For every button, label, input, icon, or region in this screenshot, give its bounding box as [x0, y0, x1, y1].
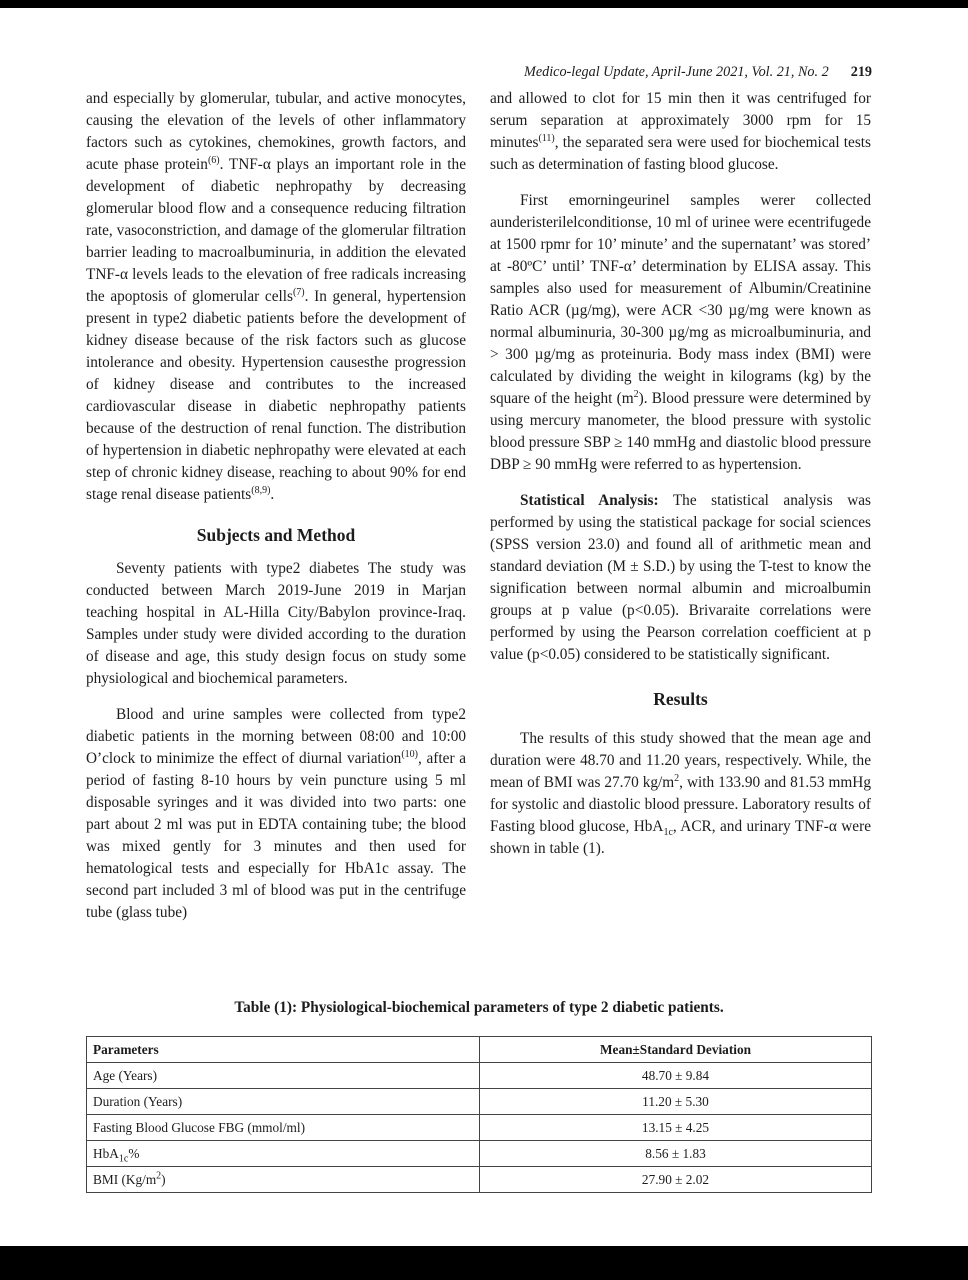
- value-cell: 11.20 ± 5.30: [480, 1089, 872, 1115]
- column-header-parameters: Parameters: [87, 1037, 480, 1063]
- right-column: [490, 88, 871, 860]
- section-heading-subjects-method: Subjects and Method: [196, 525, 356, 545]
- value-cell: 27.90 ± 2.02: [480, 1167, 872, 1193]
- param-cell: [87, 1141, 480, 1167]
- text-run: . In general, hypertension present in type2 diabetic patients before the development of kidney disease because of the risk factors such as glucose intolerance and obesity. Hypertension causesthe progression of kidney disease and contributes to the increased cardiovascular disease in diabetic nephropathy patients because of the destruction of renal function. The distribution of hypertension in diabetic nephropathy were elevated at each step of chronic kidney disease, reaching to about 90% for end stage renal disease patients: [86, 288, 467, 503]
- results-paragraph: [490, 728, 871, 860]
- citation-ref: (7): [292, 286, 305, 298]
- text-run: The statistical analysis was performed by using the statistical package for social sciences (SPSS version 23.0) and found all of arithmetic mean and standard deviation (M ± S.D.) by using the T-test to know the signification between normal albumin and microalbumin groups at p value (p<0.05). Brivaraite correlations were performed by using the Pearson correlation coefficient at p value (p<0.05) considered to be statistically significant.: [490, 492, 871, 663]
- param-cell: Age (Years): [87, 1063, 480, 1089]
- run-in-heading: Statistical Analysis:: [520, 492, 659, 509]
- citation-ref: (8,9): [251, 484, 271, 496]
- table-row: [87, 1141, 872, 1167]
- param-text: HbA: [93, 1145, 119, 1161]
- text-run: .: [270, 486, 275, 503]
- page-number: 219: [850, 64, 872, 80]
- value-cell: 48.70 ± 9.84: [480, 1063, 872, 1089]
- param-text: BMI (Kg/m: [93, 1171, 157, 1187]
- left-column: [86, 88, 466, 924]
- subscript: 1c: [663, 827, 673, 839]
- citation-ref: (10): [401, 748, 419, 760]
- text-run: , after a period of fasting 8-10 hours by vein puncture using 5 ml disposable syringes and it was divided into two parts: one part about 2 ml was put in EDTA containing tube; the blood was mixed gently for 3 minutes and then used for hematological tests and especially for HbA1c assay. The second part included 3 ml of blood was put in the centrifuge tube (glass tube): [86, 750, 466, 921]
- text-run: , with 133.90 and 81.53 mmHg for systolic and diastolic blood pressure. Laboratory results of Fasting blood glucose, HbA: [490, 774, 871, 835]
- text-run: , the separated sera were used for biochemical tests such as determination of fasting blood glucose.: [490, 134, 871, 173]
- journal-citation: Medico-legal Update, April-June 2021, Vol. 21, No. 2: [524, 64, 829, 80]
- running-header: [490, 64, 872, 81]
- text-run: The results of this study showed that the mean age and duration were 48.70 and 11.20 years, respectively. While, the mean of BMI was 27.70 kg/m: [490, 730, 871, 791]
- column-header-mean-sd: Mean±Standard Deviation: [480, 1037, 872, 1063]
- value-cell: 8.56 ± 1.83: [480, 1141, 872, 1167]
- text-run: and allowed to clot for 15 min then it was centrifuged for serum separation at approximately 3000 rpm for 15 minutes: [490, 90, 871, 151]
- superscript: 2: [156, 1170, 162, 1182]
- citation-ref: (6): [207, 154, 220, 166]
- table-row: [87, 1115, 872, 1141]
- superscript: 2: [674, 772, 680, 784]
- param-cell: Fasting Blood Glucose FBG (mmol/ml): [87, 1115, 480, 1141]
- text-run: First emorningeurinel samples werer collected aunderisterilelconditionse, 10 ml of urinee were ecentrifugede at 1500 rpmr for 10’ minute’ and the supernatant’ was stored’ at -80ºC’ until’ TNF-α’ determination by ELISA assay. This samples also used for measurement of Albumin/Creatinine Ratio ACR (µg/mg), were ACR <30 µg/mg were known as normal albuminuria, 30-300 µg/mg as microalbuminuria, and > 300 µg/mg as proteinuria. Body mass index (BMI) were calculated by dividing the weight in kilograms (kg) by the square of the height (m: [490, 192, 871, 407]
- table-header-row: [87, 1037, 872, 1063]
- urine-paragraph: [490, 190, 871, 476]
- param-cell: [87, 1167, 480, 1193]
- text-run: and especially by glomerular, tubular, and active monocytes, causing the elevation of the levels of other inflammatory factors such as cytokines, chemokines, growth factors, and acute phase protein: [86, 90, 466, 173]
- table-row: [87, 1167, 872, 1193]
- text-run: . TNF-α plays an important role in the development of diabetic nephropathy by decreasing glomerular blood flow and a consequence reducing filtration rate, vasoconstriction, and damage of the glomerular filtration barrier leading to macroalbuminuria, in addition the elevated TNF-α levels leads to the elevation of free radicals increasing the apoptosis of glomerular cells: [86, 156, 466, 305]
- subscript: 1c: [118, 1153, 129, 1165]
- citation-ref: (11): [538, 132, 555, 144]
- text-run: , ACR, and urinary TNF-α were shown in table (1).: [490, 818, 871, 857]
- statistics-paragraph: [490, 490, 871, 666]
- param-suffix: %: [128, 1145, 140, 1161]
- superscript: 2: [633, 388, 639, 400]
- samples-paragraph: [86, 704, 466, 924]
- value-cell: 13.15 ± 4.25: [480, 1115, 872, 1141]
- subjects-paragraph: Seventy patients with type2 diabetes The study was conducted between March 2019-June 2019 in Marjan teaching hospital in AL-Hilla City/Babylon province-Iraq. Samples under study were divided according to the duration of disease and age, this study design focus on study some physiological and biochemical parameters.: [86, 560, 466, 687]
- serum-paragraph: [490, 88, 871, 176]
- section-heading-results: Results: [653, 689, 708, 709]
- param-cell: Duration (Years): [87, 1089, 480, 1115]
- table-row: [87, 1063, 872, 1089]
- text-run: Blood and urine samples were collected from type2 diabetic patients in the morning between 08:00 and 10:00 O’clock to minimize the effect of diurnal variation: [86, 706, 466, 767]
- param-suffix: ): [161, 1171, 166, 1187]
- intro-paragraph: [86, 88, 466, 506]
- table-row: [87, 1089, 872, 1115]
- table-caption: Table (1): Physiological-biochemical parameters of type 2 diabetic patients.: [234, 999, 724, 1016]
- text-run: ). Blood pressure were determined by using mercury manometer, the blood pressure with systolic blood pressure SBP ≥ 140 mmHg and diastolic blood pressure DBP ≥ 90 mmHg were referred to as hypertension.: [490, 390, 871, 473]
- parameters-table: [86, 1036, 872, 1193]
